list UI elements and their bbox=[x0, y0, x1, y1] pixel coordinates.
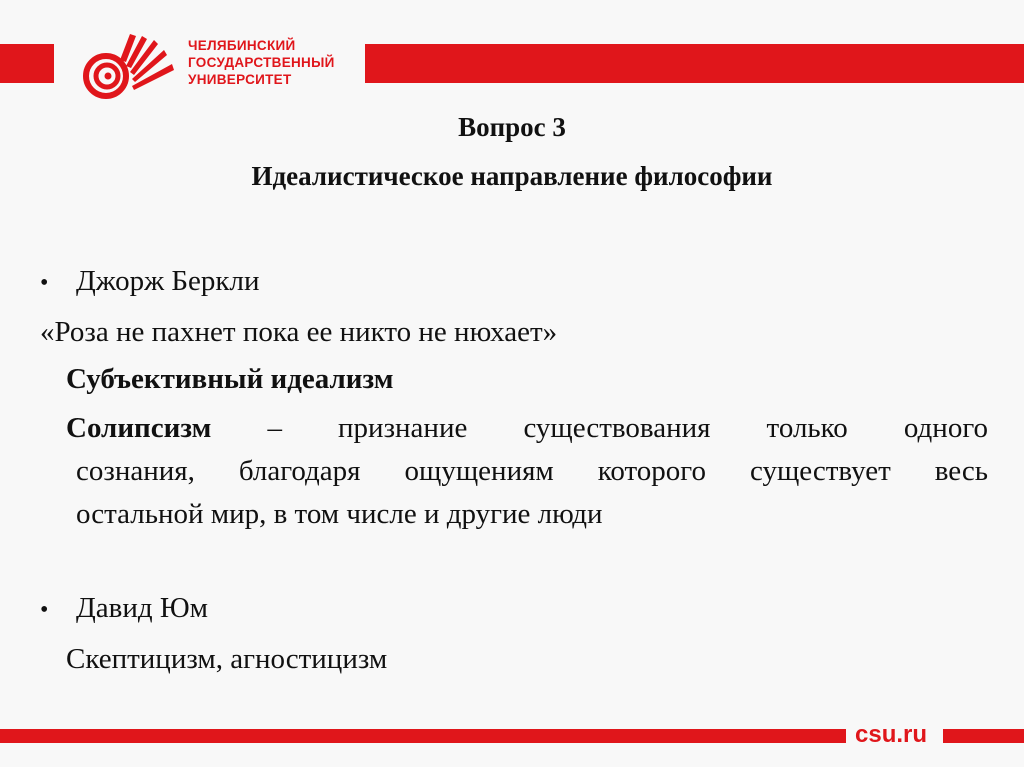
solipsism-definition bbox=[66, 407, 988, 536]
university-name bbox=[188, 37, 335, 88]
university-name-line-2: ГОСУДАРСТВЕННЫЙ bbox=[188, 55, 335, 70]
university-name-line-1: ЧЕЛЯБИНСКИЙ bbox=[188, 38, 296, 53]
footer-bar-right bbox=[943, 729, 1024, 743]
hume-name: Давид Юм bbox=[76, 592, 209, 624]
university-name-line-3: УНИВЕРСИТЕТ bbox=[188, 72, 292, 87]
bullet-berkeley: • bbox=[40, 270, 49, 296]
footer-bar-left bbox=[0, 729, 846, 743]
question-title: Вопрос 3 bbox=[458, 112, 566, 142]
solipsism-row-2: сознания, благодаря ощущениям которого существует весь bbox=[76, 455, 988, 487]
solipsism-def-1: – признание существования только одного bbox=[267, 412, 988, 444]
header-bar-left bbox=[0, 44, 54, 83]
site-link[interactable]: csu.ru bbox=[855, 721, 928, 748]
bullet-hume: • bbox=[40, 597, 49, 623]
header-bar-right bbox=[365, 44, 1024, 83]
berkeley-quote: «Роза не пахнет пока ее никто не нюхает» bbox=[40, 316, 558, 348]
berkeley-doctrine: Субъективный идеализм bbox=[66, 363, 394, 395]
university-logo-icon bbox=[80, 30, 180, 100]
hume-doctrine: Скептицизм, агностицизм bbox=[66, 643, 388, 675]
solipsism-term: Солипсизм bbox=[66, 412, 212, 444]
solipsism-row-3: остальной мир, в том числе и другие люди bbox=[76, 498, 603, 530]
berkeley-name: Джорж Беркли bbox=[76, 265, 260, 297]
topic-title: Идеалистическое направление философии bbox=[251, 161, 773, 191]
solipsism-row-1 bbox=[66, 407, 988, 450]
